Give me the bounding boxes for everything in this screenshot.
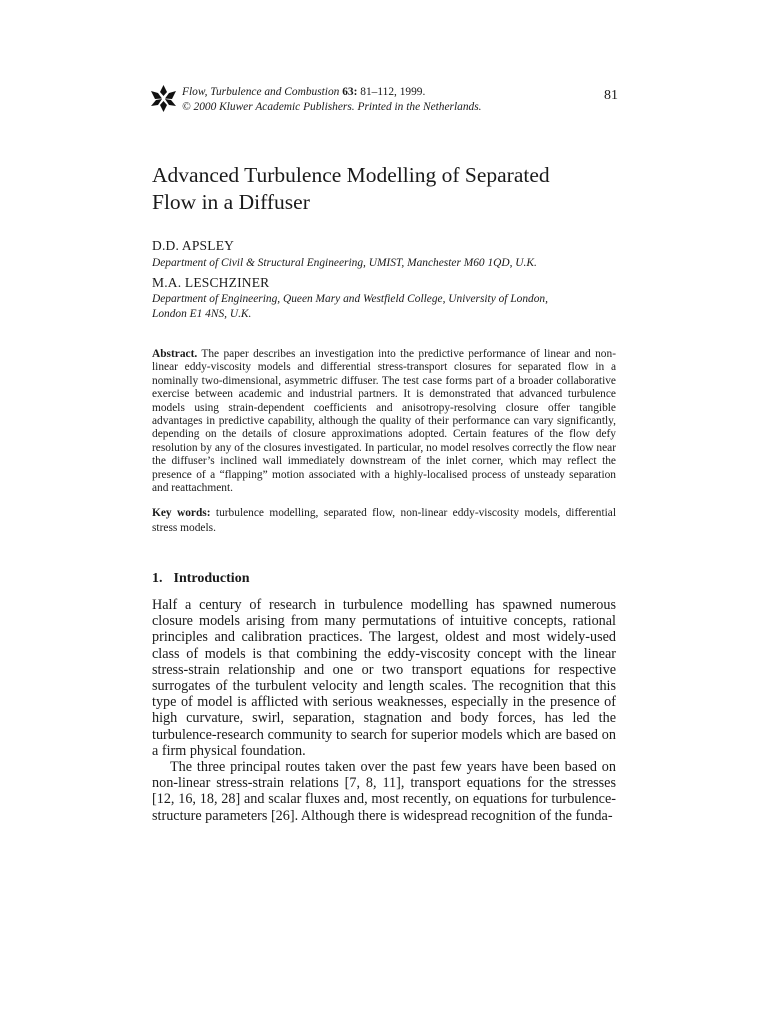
journal-pages-year: 81–112, 1999.: [360, 86, 426, 98]
author-affiliation: [152, 256, 622, 271]
section-heading: [152, 571, 249, 587]
affiliation-line: Department of Civil & Structural Engineering, UMIST, Manchester M60 1QD, U.K.: [152, 257, 537, 269]
title-line-1: Advanced Turbulence Modelling of Separated: [152, 163, 550, 187]
affiliation-line: London E1 4NS, U.K.: [152, 307, 252, 320]
author-name: M.A. LESCHZINER: [152, 275, 270, 290]
keywords-label: Key words:: [152, 507, 211, 519]
paragraph: Half a century of research in turbulence modelling has spawned numerous closure models arising from many permutations of intuitive concepts, rational principles and calibration practices. The largest, oldest and most widely-used class of models is that combining the eddy-viscosity concept with the linear stress-strain relationship and one or two transport equations for respective surrogates of the turbulent velocity and length scales. The recognition that this type of model is afflicted with serious weaknesses, especially in the presence of high curvature, swirl, separation, stagnation and body forces, has led the turbulence-research community to search for superior models which are based on a firm physical foundation.: [152, 597, 616, 759]
abstract-text: The paper describes an investigation into the predictive performance of linear and non-linear eddy-viscosity models and differential stress-transport closures for separated flow in a nominally two-dimensional, asymmetric diffuser. The test case forms part of a broader collaborative exercise between academic and industrial partners. It is demonstrated that advanced turbulence models using strain-dependent coefficients and anisotropy-resolving closure offer tangible advantages in predictive capability, although the quality of their performance can vary significantly, depending on the details of closure approximations adopted. Certain features of the flow defy resolution by any of the closures investigated. In particular, no model resolves correctly the flow near the diffuser’s inclined wall immediately downstream of the inlet corner, which may reflect the presence of a “flapping” motion associated with a highly-localised process of unsteady separation and reattachment.: [152, 348, 616, 495]
abstract-label: Abstract.: [152, 348, 198, 360]
body-text: [152, 597, 616, 824]
paper-title: [152, 162, 622, 216]
page-number: 81: [604, 88, 618, 103]
abstract: [152, 348, 616, 495]
keywords: [152, 506, 616, 535]
section-title: Introduction: [173, 571, 250, 586]
paragraph: The three principal routes taken over the past few years have been based on non-linear stress-strain relations [7, 8, 11], transport equations for the stresses [12, 16, 18, 28] and scalar fluxes and, most recently, on equations for turbulence-structure parameters [26]. Although there is widespread recognition of the funda-: [152, 759, 616, 824]
author-affiliation: [152, 292, 622, 321]
affiliation-line: Department of Engineering, Queen Mary and Westfield College, University of London,: [152, 293, 548, 305]
journal-volume: 63:: [342, 86, 358, 98]
journal-citation: [182, 85, 582, 114]
journal-line-1: [182, 85, 582, 100]
title-line-2: Flow in a Diffuser: [152, 190, 310, 214]
publisher-logo-icon: [150, 84, 177, 113]
copyright-line: © 2000 Kluwer Academic Publishers. Printed in the Netherlands.: [182, 100, 482, 113]
section-number: 1.: [152, 571, 163, 586]
keywords-text: turbulence modelling, separated flow, non-linear eddy-viscosity models, differential stress models.: [152, 507, 616, 534]
author-name: D.D. APSLEY: [152, 238, 235, 253]
journal-name: Flow, Turbulence and Combustion: [182, 86, 340, 98]
